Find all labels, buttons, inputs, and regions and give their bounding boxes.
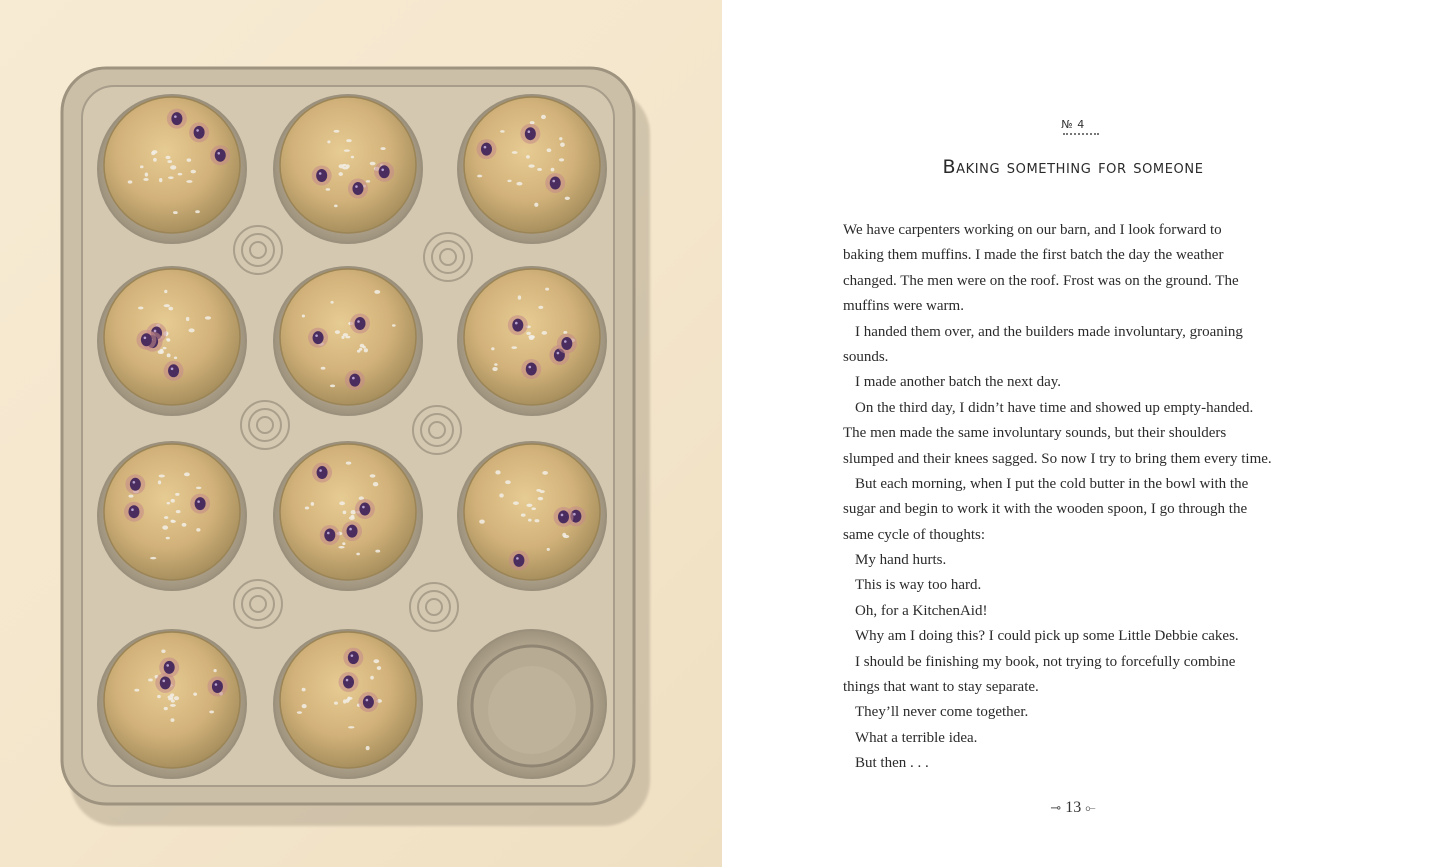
blueberry	[355, 317, 366, 330]
sugar-speck	[168, 307, 173, 311]
muffin	[280, 269, 416, 405]
sugar-speck	[526, 504, 532, 507]
sugar-speck	[366, 746, 370, 750]
blueberry-highlight	[564, 340, 567, 343]
blueberry	[526, 363, 537, 376]
sugar-speck	[344, 149, 350, 151]
sugar-speck	[145, 172, 148, 176]
sugar-speck	[343, 333, 348, 336]
text-line: We have carpenters working on our barn, and I look forward to	[843, 222, 1222, 238]
sugar-speck	[339, 172, 343, 176]
sugar-speck	[542, 471, 548, 475]
blueberry-highlight	[327, 532, 330, 535]
sugar-speck	[176, 510, 181, 513]
text-line: On the third day, I didn’t have time and showed up empty-handed.	[855, 399, 1254, 416]
blueberry	[324, 529, 335, 542]
blueberry	[525, 127, 536, 140]
blueberry-highlight	[528, 366, 531, 369]
page-folio	[722, 799, 1424, 817]
sugar-speck	[540, 490, 545, 493]
blueberry-highlight	[166, 664, 169, 667]
text-line: The men made the same involuntary sounds, but their shoulders	[843, 425, 1227, 442]
sugar-speck	[167, 353, 171, 357]
sugar-speck	[186, 180, 192, 183]
sugar-speck	[373, 482, 378, 486]
sugar-speck	[166, 537, 170, 540]
sugar-speck	[537, 168, 542, 171]
page-number: 13	[1065, 799, 1082, 816]
sugar-speck	[357, 350, 361, 353]
blueberry	[561, 337, 572, 350]
blueberry-highlight	[357, 320, 360, 323]
blueberry-highlight	[196, 129, 199, 132]
text-line: Oh, for a KitchenAid!	[855, 602, 988, 619]
sugar-speck	[159, 178, 162, 182]
sugar-speck	[356, 553, 360, 556]
sugar-speck	[528, 519, 532, 522]
text-line: What a terrible idea.	[855, 729, 978, 746]
folio-ornament-right-icon: ⟜	[1085, 801, 1096, 816]
muffin	[280, 97, 416, 233]
blueberry	[195, 497, 206, 510]
sugar-speck	[158, 480, 161, 484]
chapter-title: Baking something for someone	[942, 156, 1204, 178]
blueberry-highlight	[162, 680, 165, 683]
sugar-speck	[366, 180, 371, 182]
muffin	[104, 632, 240, 768]
sugar-speck	[162, 525, 168, 529]
sugar-speck	[209, 710, 214, 713]
sugar-speck	[374, 290, 380, 294]
sugar-speck	[512, 151, 518, 154]
blueberry-highlight	[561, 514, 564, 517]
sugar-speck	[346, 139, 352, 142]
sugar-speck	[153, 158, 157, 162]
body-text	[843, 218, 1313, 777]
sugar-speck	[148, 678, 153, 681]
sugar-speck	[531, 507, 536, 510]
text-line: sugar and begin to work it with the wooden spoon, I go through the	[843, 501, 1248, 518]
sugar-speck	[563, 331, 567, 334]
sugar-speck	[164, 290, 167, 293]
sugar-speck	[495, 470, 500, 474]
muffin	[104, 269, 240, 405]
blueberry	[359, 503, 370, 516]
sugar-speck	[542, 331, 548, 335]
sugar-speck	[499, 493, 504, 497]
blueberry-highlight	[362, 506, 365, 509]
sugar-speck	[174, 696, 179, 700]
blueberry	[349, 374, 360, 387]
text-line: things that want to stay separate.	[843, 679, 1039, 696]
sugar-speck	[302, 688, 306, 692]
sugar-speck	[186, 317, 189, 321]
sugar-speck	[479, 519, 485, 523]
empty-cup-base	[488, 666, 576, 754]
blueberry-highlight	[346, 679, 349, 682]
sugar-speck	[152, 150, 158, 154]
sugar-speck	[526, 155, 530, 158]
blueberry	[513, 554, 524, 567]
sugar-speck	[157, 695, 161, 698]
blueberry-highlight	[217, 152, 220, 155]
muffin	[104, 97, 240, 233]
blueberry-highlight	[197, 500, 200, 503]
sugar-speck	[477, 175, 482, 178]
text-line: I made another batch the next day.	[855, 374, 1062, 391]
sugar-speck	[380, 147, 385, 150]
chapter-divider	[1063, 133, 1099, 137]
blueberry	[160, 676, 171, 689]
blueberry-highlight	[355, 185, 358, 188]
sugar-speck	[334, 130, 340, 133]
sugar-speck	[538, 306, 543, 309]
sugar-speck	[364, 348, 368, 352]
blueberry-highlight	[528, 130, 531, 133]
sugar-speck	[338, 546, 344, 549]
blueberry	[313, 331, 324, 344]
sugar-speck	[559, 158, 564, 161]
sugar-speck	[164, 304, 170, 307]
sugar-speck	[545, 288, 549, 291]
sugar-speck	[513, 501, 519, 505]
sugar-speck	[326, 188, 331, 191]
blueberry	[194, 126, 205, 139]
muffin	[280, 444, 416, 580]
sugar-speck	[171, 520, 175, 523]
blueberry	[347, 525, 358, 538]
blueberry-highlight	[381, 168, 384, 171]
muffin	[464, 269, 600, 405]
text-line: changed. The men were on the roof. Frost was on the ground. The	[843, 272, 1239, 289]
text-line: I should be finishing my book, not trying to forcefully combine	[855, 653, 1236, 670]
blueberry-highlight	[484, 146, 487, 149]
sugar-speck	[178, 173, 183, 176]
blueberry-highlight	[515, 322, 518, 325]
sugar-speck	[173, 211, 178, 214]
sugar-speck	[140, 165, 144, 168]
sugar-speck	[175, 493, 179, 496]
blueberry	[352, 182, 363, 195]
muffin	[464, 444, 600, 580]
blueberry-highlight	[174, 115, 177, 118]
sugar-speck	[170, 704, 176, 707]
blueberry-highlight	[552, 180, 555, 183]
sugar-speck	[170, 718, 174, 722]
sugar-speck	[348, 726, 354, 728]
sugar-speck	[547, 148, 552, 152]
sugar-speck	[297, 711, 302, 714]
sugar-speck	[535, 519, 540, 522]
sugar-speck	[170, 165, 176, 169]
blueberry-highlight	[351, 654, 354, 657]
sugar-speck	[342, 167, 348, 170]
sugar-speck	[134, 689, 139, 692]
sugar-speck	[138, 306, 143, 309]
sugar-speck	[342, 542, 345, 545]
sugar-speck	[327, 140, 330, 143]
blueberry	[317, 466, 328, 479]
sugar-speck	[167, 160, 172, 163]
text-line: But then . . .	[855, 755, 929, 772]
sugar-speck	[188, 328, 194, 332]
sugar-speck	[547, 548, 550, 551]
sugar-speck	[168, 698, 173, 701]
sugar-speck	[302, 704, 307, 708]
sugar-speck	[184, 472, 190, 476]
folio-ornament-left-icon: ⊸	[1050, 801, 1062, 816]
sugar-speck	[128, 180, 133, 183]
sugar-speck	[163, 347, 167, 350]
text-line: But each morning, when I put the cold butter in the bowl with the	[855, 475, 1249, 492]
sugar-speck	[330, 385, 335, 388]
text-page	[722, 0, 1445, 867]
blueberry	[164, 661, 175, 674]
sugar-speck	[143, 178, 148, 181]
sugar-speck	[158, 350, 164, 354]
sugar-speck	[196, 528, 200, 531]
text-line: I handed them over, and the builders made involuntary, groaning	[855, 323, 1243, 340]
text-line: sounds.	[843, 348, 889, 365]
muffin	[280, 632, 416, 768]
text-line: Why am I doing this? I could pick up some Little Debbie cakes.	[855, 628, 1239, 645]
muffin	[104, 444, 240, 580]
sugar-speck	[342, 164, 346, 167]
muffin	[464, 97, 600, 233]
sugar-speck	[164, 516, 168, 519]
sugar-speck	[347, 697, 350, 701]
sugar-speck	[213, 669, 216, 672]
blueberry	[212, 680, 223, 693]
sugar-speck	[370, 676, 374, 680]
blueberry	[379, 165, 390, 178]
sugar-speck	[375, 550, 380, 553]
blueberry-highlight	[352, 377, 355, 380]
blueberry-highlight	[319, 172, 322, 175]
sugar-speck	[168, 176, 174, 179]
sugar-speck	[492, 367, 497, 371]
sugar-speck	[191, 170, 196, 174]
blueberry-highlight	[131, 508, 134, 511]
sugar-speck	[377, 666, 381, 670]
sugar-speck	[164, 707, 168, 710]
blueberry-highlight	[557, 352, 560, 355]
blueberry	[171, 112, 182, 125]
sugar-speck	[370, 162, 376, 166]
sugar-speck	[351, 510, 356, 514]
sugar-speck	[196, 487, 201, 489]
sugar-speck	[165, 156, 170, 159]
sugar-speck	[351, 156, 354, 159]
sugar-speck	[161, 650, 165, 653]
sugar-speck	[330, 301, 333, 304]
blueberry	[215, 149, 226, 162]
blueberry	[348, 651, 359, 664]
blueberry-highlight	[366, 699, 369, 702]
blueberry	[363, 696, 374, 709]
blueberry	[316, 169, 327, 182]
sugar-speck	[559, 137, 562, 140]
sugar-speck	[321, 367, 326, 370]
sugar-speck	[551, 168, 555, 172]
sugar-speck	[334, 702, 338, 705]
text-line: same cycle of thoughts:	[843, 526, 986, 543]
blueberry	[141, 333, 152, 346]
blueberry-highlight	[215, 683, 218, 686]
blueberry	[128, 505, 139, 518]
sugar-speck	[494, 363, 498, 366]
sugar-speck	[392, 324, 396, 326]
sugar-speck	[505, 480, 511, 484]
blueberry-highlight	[573, 513, 576, 516]
sugar-speck	[167, 339, 171, 342]
blueberry-highlight	[171, 367, 174, 370]
sugar-speck	[511, 346, 517, 349]
blueberry	[343, 676, 354, 689]
sugar-speck	[500, 130, 505, 133]
sugar-speck	[560, 143, 565, 147]
sugar-speck	[339, 501, 345, 505]
sugar-speck	[351, 515, 355, 518]
sugar-speck	[341, 336, 344, 339]
sugar-speck	[507, 180, 511, 182]
sugar-speck	[205, 316, 211, 319]
sugar-speck	[526, 332, 531, 335]
sugar-speck	[159, 474, 165, 477]
text-line: slumped and their knees sagged. So now I try to bring them every time.	[843, 450, 1272, 467]
sugar-speck	[311, 502, 315, 506]
blueberry	[512, 319, 523, 332]
sugar-speck	[538, 497, 543, 500]
sugar-speck	[565, 197, 570, 200]
chapter-number: № 4	[1061, 118, 1085, 131]
sugar-speck	[193, 692, 197, 695]
blueberry-highlight	[144, 336, 147, 339]
sugar-speck	[541, 115, 546, 119]
text-line: My hand hurts.	[855, 552, 947, 569]
text-line: They’ll never come together.	[855, 704, 1029, 721]
blueberry-highlight	[349, 528, 352, 531]
sugar-speck	[305, 507, 309, 510]
sugar-speck	[528, 164, 534, 167]
sugar-speck	[187, 158, 192, 161]
sugar-speck	[534, 203, 538, 207]
blueberry	[558, 510, 569, 523]
blueberry	[550, 176, 561, 189]
blueberry	[481, 143, 492, 156]
blueberry-highlight	[516, 557, 519, 560]
sugar-speck	[335, 330, 340, 334]
illustration-page	[0, 0, 722, 867]
text-line: baking them muffins. I made the first batch the day the weather	[843, 247, 1224, 264]
sugar-speck	[195, 210, 200, 213]
text-line: This is way too hard.	[855, 577, 982, 594]
sugar-speck	[563, 535, 569, 538]
sugar-speck	[362, 346, 365, 349]
blueberry	[168, 364, 179, 377]
blueberry-highlight	[319, 469, 322, 472]
sugar-speck	[521, 514, 526, 517]
sugar-speck	[182, 523, 187, 527]
sugar-speck	[334, 205, 338, 208]
sugar-speck	[370, 474, 376, 477]
sugar-speck	[516, 182, 522, 186]
sugar-speck	[150, 557, 156, 559]
sugar-speck	[346, 461, 352, 464]
sugar-speck	[167, 502, 170, 505]
sugar-speck	[518, 295, 521, 299]
sugar-speck	[302, 314, 305, 317]
blueberry-highlight	[315, 334, 318, 337]
text-line: muffins were warm.	[843, 298, 964, 315]
blueberry-highlight	[133, 481, 136, 484]
sugar-speck	[491, 347, 494, 350]
sugar-speck	[373, 659, 379, 663]
blueberry	[130, 478, 141, 491]
sugar-speck	[128, 495, 133, 498]
sugar-speck	[343, 511, 347, 515]
sugar-speck	[531, 336, 534, 339]
sugar-speck	[174, 356, 177, 359]
sugar-speck	[171, 499, 175, 503]
muffin-tin-illustration	[0, 0, 722, 867]
